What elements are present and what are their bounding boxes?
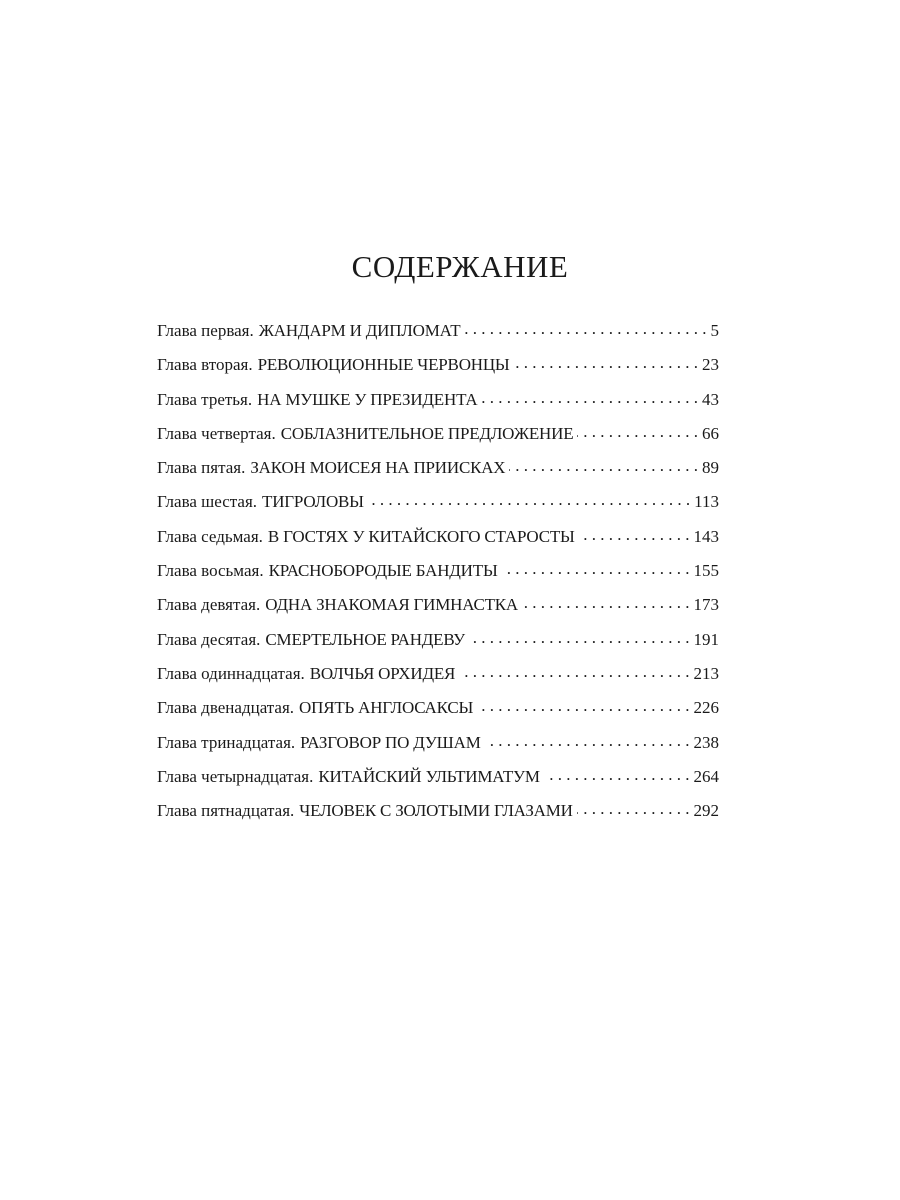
toc-entry <box>157 796 719 830</box>
dot-leader <box>514 350 698 370</box>
toc-page-number: 191 <box>693 629 719 649</box>
toc-page-number: 292 <box>693 801 719 821</box>
toc-chapter-number: Глава третья. <box>157 389 253 409</box>
toc-chapter-number: Глава десятая. <box>157 629 261 649</box>
dot-leader <box>502 556 690 576</box>
toc-chapter-number: Глава тринадцатая. <box>157 732 296 752</box>
toc-entry <box>157 522 719 556</box>
toc-chapter-number: Глава двенадцатая. <box>157 698 295 718</box>
toc-chapter-title: КРАСНОБОРОДЫЕ БАНДИТЫ <box>268 561 498 581</box>
toc-page-number: 226 <box>693 698 719 718</box>
toc-chapter-title: НА МУШКЕ У ПРЕЗИДЕНТА <box>257 389 478 409</box>
dot-leader <box>579 522 690 542</box>
toc-chapter-number: Глава пятая. <box>157 458 246 478</box>
toc-chapter-title: В ГОСТЯХ У КИТАЙСКОГО СТАРОСТЫ <box>267 526 575 546</box>
toc-chapter-title: ЖАНДАРМ И ДИПЛОМАТ <box>258 321 461 340</box>
dot-leader <box>477 693 689 713</box>
toc-page-number: 66 <box>702 423 719 443</box>
toc-page-number: 238 <box>693 732 719 752</box>
table-of-contents <box>157 316 719 830</box>
toc-chapter-title: ЧЕЛОВЕК С ЗОЛОТЫМИ ГЛАЗАМИ <box>299 801 573 821</box>
toc-chapter-number: Глава четвертая. <box>157 423 276 443</box>
toc-chapter-title: ВОЛЧЬЯ ОРХИДЕЯ <box>309 663 456 683</box>
toc-chapter-title: ЗАКОН МОИСЕЯ НА ПРИИСКАХ <box>250 458 506 478</box>
toc-chapter-title: РЕВОЛЮЦИОННЫЕ ЧЕРВОНЦЫ <box>257 355 510 375</box>
toc-entry <box>157 659 719 693</box>
toc-chapter-number: Глава пятнадцатая. <box>157 801 295 821</box>
dot-leader <box>577 419 698 439</box>
toc-entry <box>157 316 719 350</box>
page-title: СОДЕРЖАНИЕ <box>351 249 569 284</box>
toc-chapter-number: Глава восьмая. <box>157 561 264 581</box>
toc-entry <box>157 556 719 590</box>
dot-leader <box>522 590 690 610</box>
dot-leader <box>577 796 690 816</box>
toc-chapter-title: СОБЛАЗНИТЕЛЬНОЕ ПРЕДЛОЖЕНИЕ <box>280 423 574 443</box>
toc-page-number: 143 <box>693 526 719 546</box>
toc-chapter-number: Глава вторая. <box>157 355 253 375</box>
dot-leader <box>509 453 698 473</box>
toc-page-number: 213 <box>693 663 719 683</box>
toc-chapter-number: Глава седьмая. <box>157 526 263 546</box>
toc-entry <box>157 487 719 521</box>
toc-entry <box>157 625 719 659</box>
dot-leader <box>459 659 689 679</box>
toc-chapter-number: Глава первая. <box>157 321 254 340</box>
toc-chapter-title: ОПЯТЬ АНГЛОСАКСЫ <box>299 698 474 718</box>
toc-chapter-title: КИТАЙСКИЙ УЛЬТИМАТУМ <box>318 766 540 786</box>
toc-page-number: 113 <box>694 492 719 512</box>
toc-page-number: 43 <box>702 389 719 409</box>
toc-entry <box>157 728 719 762</box>
toc-chapter-number: Глава шестая. <box>157 492 258 512</box>
dot-leader <box>469 625 690 645</box>
toc-chapter-number: Глава четырнадцатая. <box>157 766 314 786</box>
toc-page-number: 23 <box>702 355 719 375</box>
dot-leader <box>368 487 690 507</box>
toc-entry <box>157 350 719 384</box>
dot-leader <box>544 762 690 782</box>
toc-page-number: 89 <box>702 458 719 478</box>
toc-page-number: 5 <box>710 321 719 340</box>
toc-entry <box>157 419 719 453</box>
toc-entry <box>157 453 719 487</box>
dot-leader <box>485 728 690 748</box>
toc-entry <box>157 762 719 796</box>
toc-chapter-title: РАЗГОВОР ПО ДУШАМ <box>300 732 481 752</box>
toc-entry <box>157 385 719 419</box>
toc-page-number: 155 <box>693 561 719 581</box>
toc-chapter-number: Глава девятая. <box>157 595 261 615</box>
toc-entry <box>157 693 719 727</box>
dot-leader <box>464 316 706 336</box>
toc-chapter-title: СМЕРТЕЛЬНОЕ РАНДЕВУ <box>265 629 465 649</box>
toc-entry <box>157 590 719 624</box>
toc-chapter-title: ОДНА ЗНАКОМАЯ ГИМНАСТКА <box>265 595 518 615</box>
toc-page-number: 173 <box>693 595 719 615</box>
dot-leader <box>481 385 698 405</box>
toc-page-number: 264 <box>693 766 719 786</box>
toc-chapter-title: ТИГРОЛОВЫ <box>262 492 364 512</box>
toc-chapter-number: Глава одиннадцатая. <box>157 663 305 683</box>
